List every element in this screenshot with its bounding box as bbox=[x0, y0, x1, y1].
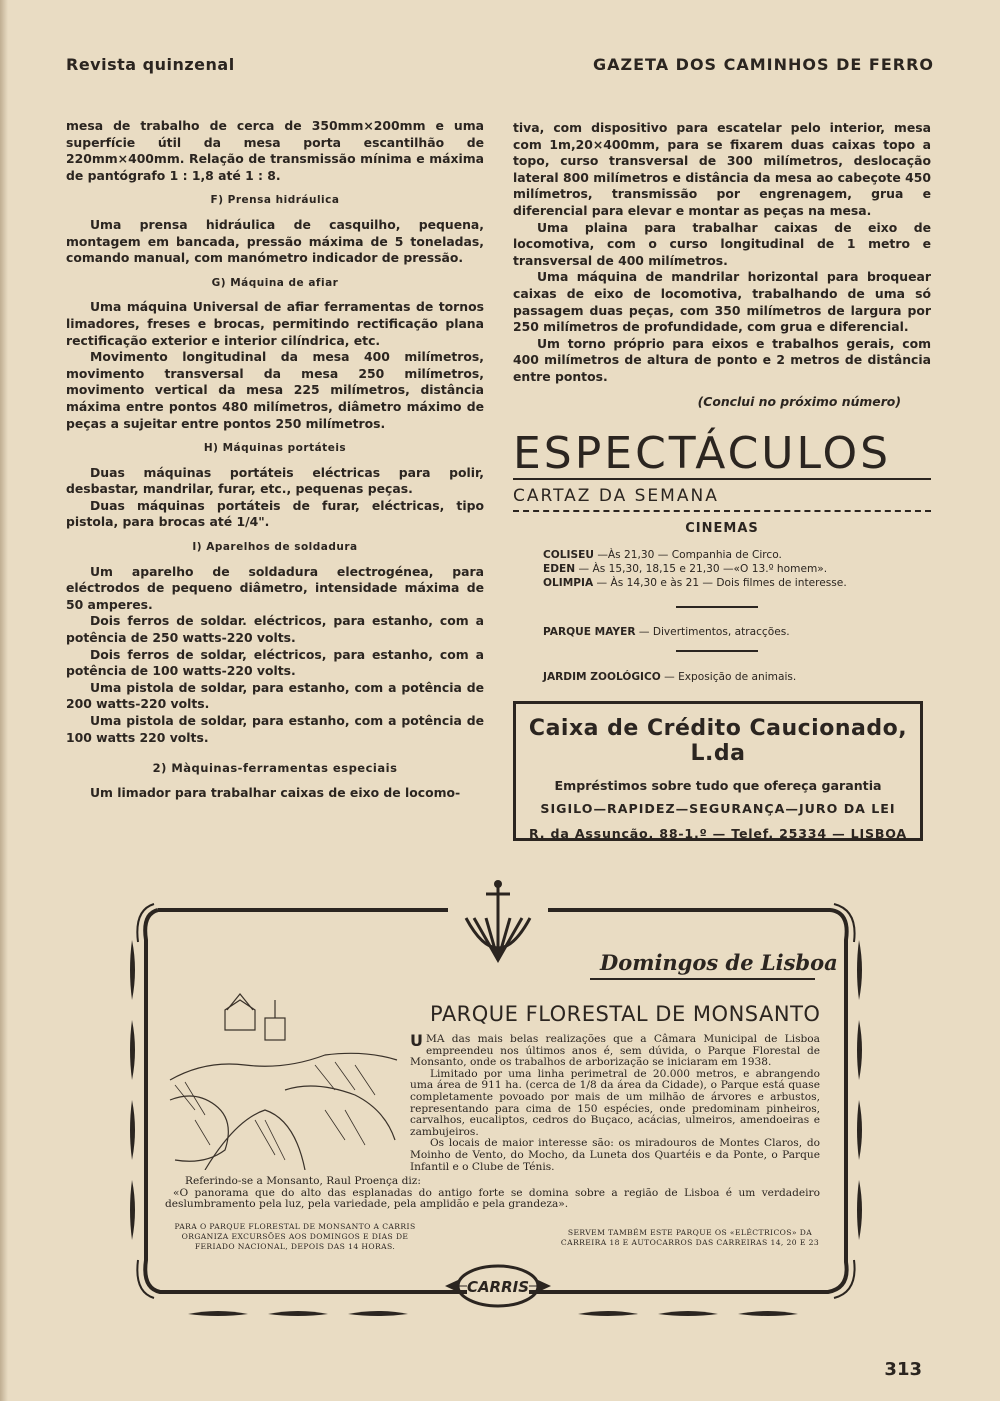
ad-note-left: PARA O PARQUE FLORESTAL DE MONSANTO A CARRIS ORGANIZA EXCURSÕES AOS DOMINGOS E DIAS DE FERIADO NACIONAL, DEPOIS DAS 14 HORAS. bbox=[174, 1222, 416, 1251]
paragraph: Um torno próprio para eixos e trabalhos gerais, com 400 milímetros de altura de ponto e 2 metros de distância entre pontos. bbox=[513, 335, 931, 384]
section-heading: H) Máquinas portáteis bbox=[203, 442, 347, 455]
section-heading: 2) Màquinas-ferramentas especiais bbox=[152, 761, 398, 776]
list-item bbox=[543, 548, 923, 562]
divider bbox=[590, 978, 815, 980]
section-heading: I) Aparelhos de soldadura bbox=[192, 541, 358, 554]
paragraph: Duas máquinas portáteis de furar, eléctricas, tipo pistola, para brocas até 1/4". bbox=[66, 497, 484, 530]
paragraph: Dois ferros de soldar. eléctricos, para estanho, com a potência de 250 watts-220 volts. bbox=[66, 613, 484, 646]
paragraph: Dois ferros de soldar, eléctricos, para estanho, com a potência de 100 watts-220 volts. bbox=[66, 646, 484, 679]
parque-mayer-listing bbox=[543, 625, 923, 639]
paragraph: Duas máquinas portáteis eléctricas para polir, desbastar, mandrilar, furar, etc., pequenas peças. bbox=[66, 464, 484, 497]
cinemas-heading: CINEMAS bbox=[685, 521, 759, 536]
cinema-name: COLISEU bbox=[543, 549, 594, 561]
carris-logo bbox=[443, 1262, 553, 1310]
paragraph: Uma pistola de soldar, para estanho, com a potência de 200 watts-220 volts. bbox=[66, 679, 484, 712]
paragraph: Limitado por uma linha perimetral de 20.000 metros, e abrangendo uma área de 911 ha. (cerca de 1/8 da área da Cidade), o Parque está quase completamente povoado por mais de um milhão de árvores e arbustos, representando para cima de 150 espécies, onde predominam pinheiros, carvalhos, eucaliptos, cedros do Buçaco, acácias, ulmeiros, amendoeiras e zambujeiros. bbox=[410, 1067, 820, 1138]
carris-logo-text: CARRIS bbox=[466, 1278, 530, 1296]
header-left: Revista quinzenal bbox=[66, 55, 235, 74]
paragraph bbox=[410, 1031, 820, 1069]
paragraph: Movimento longitudinal da mesa 400 milímetros, movimento transversal da mesa 250 milímetros, movimento vertical da mesa 225 milímetros, distância máxima entre pontos 480 milímetros, diâmetro máximo de peças a sujeitar entre pontos 250 milímetros. bbox=[66, 349, 484, 431]
page-number: 313 bbox=[884, 1359, 922, 1380]
dashed-divider bbox=[513, 510, 931, 512]
ad-body bbox=[410, 1031, 820, 1173]
venue-name: PARQUE MAYER bbox=[543, 626, 636, 638]
divider bbox=[676, 606, 758, 608]
paragraph: mesa de trabalho de cerca de 350mm×200mm e uma superfície útil da mesa porta escantilhão de 220mm×400mm. Relação de transmissão mínima e máxima de pantógrafo 1 : 1,8 até 1 : 8. bbox=[66, 118, 484, 183]
right-column bbox=[513, 120, 931, 410]
paragraph-text: MA das mais belas realizações que a Câmara Municipal de Lisboa empreendeu nos últimos anos é, sem dúvida, o Parque Florestal de Monsanto, onde os trabalhos de arborização se iniciaram em 1938. bbox=[410, 1033, 820, 1069]
cinema-info: — Às 15,30, 18,15 e 21,30 —«O 13.º homem». bbox=[575, 563, 828, 575]
cinema-name: OLIMPIA bbox=[543, 577, 594, 589]
ad-line: SIGILO—RAPIDEZ—SEGURANÇA—JURO DA LEI bbox=[540, 801, 896, 816]
caixa-credito-ad bbox=[513, 701, 923, 841]
paragraph: Um aparelho de soldadura electrogénea, para eléctrodos de pequeno diâmetro, intensidade máxima de 50 amperes. bbox=[66, 563, 484, 612]
venue-name: JARDIM ZOOLÓGICO bbox=[543, 671, 661, 683]
venue-info: — Divertimentos, atracções. bbox=[635, 626, 790, 638]
paragraph: tiva, com dispositivo para escatelar pelo interior, mesa com 1m,20×400mm, para se fixarem duas caixas topo a topo, curso transversal de 300 milímetros, deslocação lateral 800 milímetros e distância da mesa ao cabeçote 450 milímetros, transmissão por engrenagem, grua e diferencial para elevar e montar as peças na mesa. bbox=[513, 120, 931, 218]
paragraph: Uma prensa hidráulica de casquilho, pequena, montagem em bancada, pressão máxima de 5 toneladas, comando manual, com manómetro indicador de pressão. bbox=[66, 216, 484, 266]
paragraph: Uma plaina para trabalhar caixas de eixo de locomotiva, com o curso longitudinal de 1 metro e transversal de 400 milímetros. bbox=[513, 219, 931, 268]
divider bbox=[676, 650, 758, 652]
paragraph: Os locais de maior interesse são: os miradouros de Montes Claros, do Moinho de Vento, do Mocho, da Luneta dos Quartéis e da Ponte, o Parque Infantil e o Clube de Ténis. bbox=[410, 1137, 820, 1173]
paragraph: Uma pistola de soldar, para estanho, com a potência de 100 watts 220 volts. bbox=[66, 713, 484, 745]
cinema-info: — Às 14,30 e às 21 — Dois filmes de interesse. bbox=[593, 577, 847, 589]
section-heading: G) Máquina de afiar bbox=[211, 276, 339, 289]
espectaculos-subtitle: CARTAZ DA SEMANA bbox=[513, 486, 719, 506]
ad-note-right: SERVEM TAMBÉM ESTE PARQUE OS «ELÉCTRICOS» DA CARREIRA 18 E AUTOCARROS DAS CARREIRAS 14, 20 E 23 bbox=[560, 1228, 820, 1247]
paragraph: «O panorama que do alto das esplanadas do antigo forte se domina sobre a região de Lisboa é um verdadeiro deslumbramento pela luz, pela variedade, pela amplidão e pela grandeza». bbox=[165, 1186, 820, 1211]
paragraph: Uma máquina de mandrilar horizontal para broquear caixas de eixo de locomotiva, trabalhando de uma só passagem duas peças, com 350 milímetros de largura por 250 milímetros de profundidade, com grua e diferencial. bbox=[513, 269, 931, 335]
list-item bbox=[543, 562, 923, 576]
continued-note: (Conclui no próximo número) bbox=[697, 393, 901, 409]
divider bbox=[513, 478, 931, 480]
ad-address: R. da Assunção, 88-1.º — Telef. 25334 — LISBOA bbox=[529, 826, 907, 841]
paragraph: Referindo-se a Monsanto, Raul Proença diz: bbox=[185, 1175, 421, 1187]
monsanto-landscape-illustration bbox=[165, 970, 400, 1170]
cinema-info: —Às 21,30 — Companhia de Circo. bbox=[593, 549, 782, 561]
cinema-name: EDEN bbox=[543, 563, 576, 575]
header-right: GAZETA DOS CAMINHOS DE FERRO bbox=[592, 55, 934, 74]
paragraph: Um limador para trabalhar caixas de eixo de locomo- bbox=[90, 784, 461, 800]
cinema-listing bbox=[543, 548, 923, 590]
section-heading: F) Prensa hidráulica bbox=[210, 194, 340, 207]
ad-quote bbox=[165, 1176, 820, 1211]
venue-info: — Exposição de animais. bbox=[660, 671, 797, 683]
ad-line: Empréstimos sobre tudo que ofereça garantia bbox=[554, 778, 882, 793]
espectaculos-title: ESPECTÁCULOS bbox=[513, 428, 892, 479]
jardim-listing bbox=[543, 670, 923, 684]
ad-series-title: Domingos de Lisboa bbox=[600, 950, 838, 975]
left-column bbox=[66, 118, 484, 801]
drop-cap: U bbox=[410, 1031, 423, 1050]
paragraph: Uma máquina Universal de afiar ferramentas de tornos limadores, freses e brocas, permitindo rectificação plana rectificação exterior e interior cilíndrica, etc. bbox=[66, 299, 484, 348]
page-edge-shadow bbox=[0, 0, 8, 1401]
list-item bbox=[543, 576, 923, 590]
anchor-emblem-icon bbox=[458, 878, 538, 973]
ad-title: PARQUE FLORESTAL DE MONSANTO bbox=[430, 1002, 821, 1026]
ad-company-name: Caixa de Crédito Caucionado, L.da bbox=[528, 716, 908, 766]
